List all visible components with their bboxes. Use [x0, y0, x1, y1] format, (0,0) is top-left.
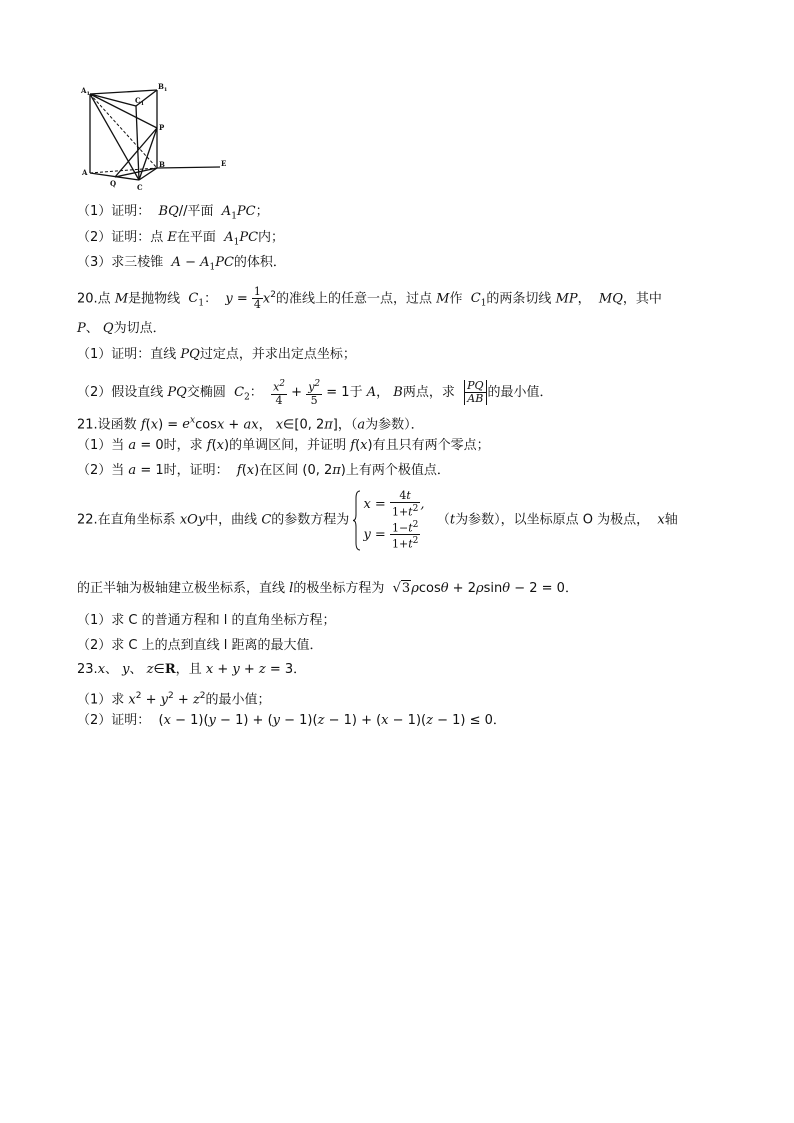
label-a: A: [82, 168, 88, 177]
label-p: P: [159, 123, 165, 132]
label-b1: $B_1$: [158, 82, 168, 93]
p19-q2: （2）证明：点 E在平面 $A_1PC$内；: [77, 230, 285, 248]
p22-stem-line2: 的正半轴为极轴建立极坐标系，直线 l的极坐标方程为 √3ρcosθ + 2ρsinθ − 2 = 0．: [77, 581, 578, 596]
p20-q2: （2）假设直线 PQ交椭圆 $C_2$： $\frac{x^2}{4}$ + $\frac{y^2}{5}$ = 1于 A， B两点，求 $\frac{PQ}{AB}$ 的最小值．: [77, 378, 553, 407]
p20-stem: 20.点 M是抛物线 $C_1$： y = $\frac{1}{4}$ $x^2$的准线上的任意一点，过点 M作 $C_1$的两条切线 MP， MQ，其中: [77, 285, 662, 312]
label-q: Q: [110, 179, 117, 188]
parametric-system: x = $\frac{4t}{1+t^2}$ , y = $\frac{1-t^2}{1+t^2}$: [353, 490, 424, 551]
p22-stem: 22.在直角坐标系 xOy中，曲线 C的参数方程为 x = $\frac{4t}{1+t^2}$ , y = $\frac{1-t^2}{1+t^2}$ （t为参数），以坐标原点 O 为极点， x轴: [77, 489, 678, 551]
p20-stem-line2: P、 Q为切点．: [77, 321, 166, 336]
label-e: E: [221, 159, 227, 168]
p21-q1: （1）当 a = 0时，求 f(x)的单调区间，并证明 f(x)有且只有两个零点；: [77, 438, 490, 453]
p23-q1: （1）求 $x^2 + y^2 + z^2$的最小值；: [77, 691, 271, 708]
label-a1: $A_1$: [81, 86, 90, 97]
p23-q2: （2）证明： (x − 1)(y − 1) + (y − 1)(z − 1) + (x − 1)(z − 1) ≤ 0．: [77, 713, 506, 728]
p22-q2: （2）求 C 上的点到直线 l 距离的最大值．: [77, 638, 323, 653]
p20-q1: （1）证明：直线 PQ过定点，并求出定点坐标；: [77, 347, 356, 362]
prism-figure: [75, 80, 235, 195]
label-c: C: [137, 183, 143, 192]
p22-q1: （1）求 C 的普通方程和 l 的直角坐标方程；: [77, 613, 336, 628]
p19-q1: （1）证明： BQ//平面 $A_1PC$；: [77, 204, 269, 222]
label-b: B: [159, 160, 165, 169]
p23-stem: 23.x、 y、 z∈R，且 x + y + z = 3．: [77, 662, 307, 677]
p21-q2: （2）当 a = 1时，证明： f(x)在区间 (0, 2π)上有两个极值点．: [77, 463, 450, 478]
label-c1: $C_1$: [135, 96, 145, 107]
p19-q3: （3）求三棱锥 $A - A_1PC$的体积．: [77, 255, 286, 273]
p21-stem: 21.设函数 $f(x) = e^x\cos x$ + ax， x∈[0, 2π]，（a为参数）．: [77, 416, 424, 433]
